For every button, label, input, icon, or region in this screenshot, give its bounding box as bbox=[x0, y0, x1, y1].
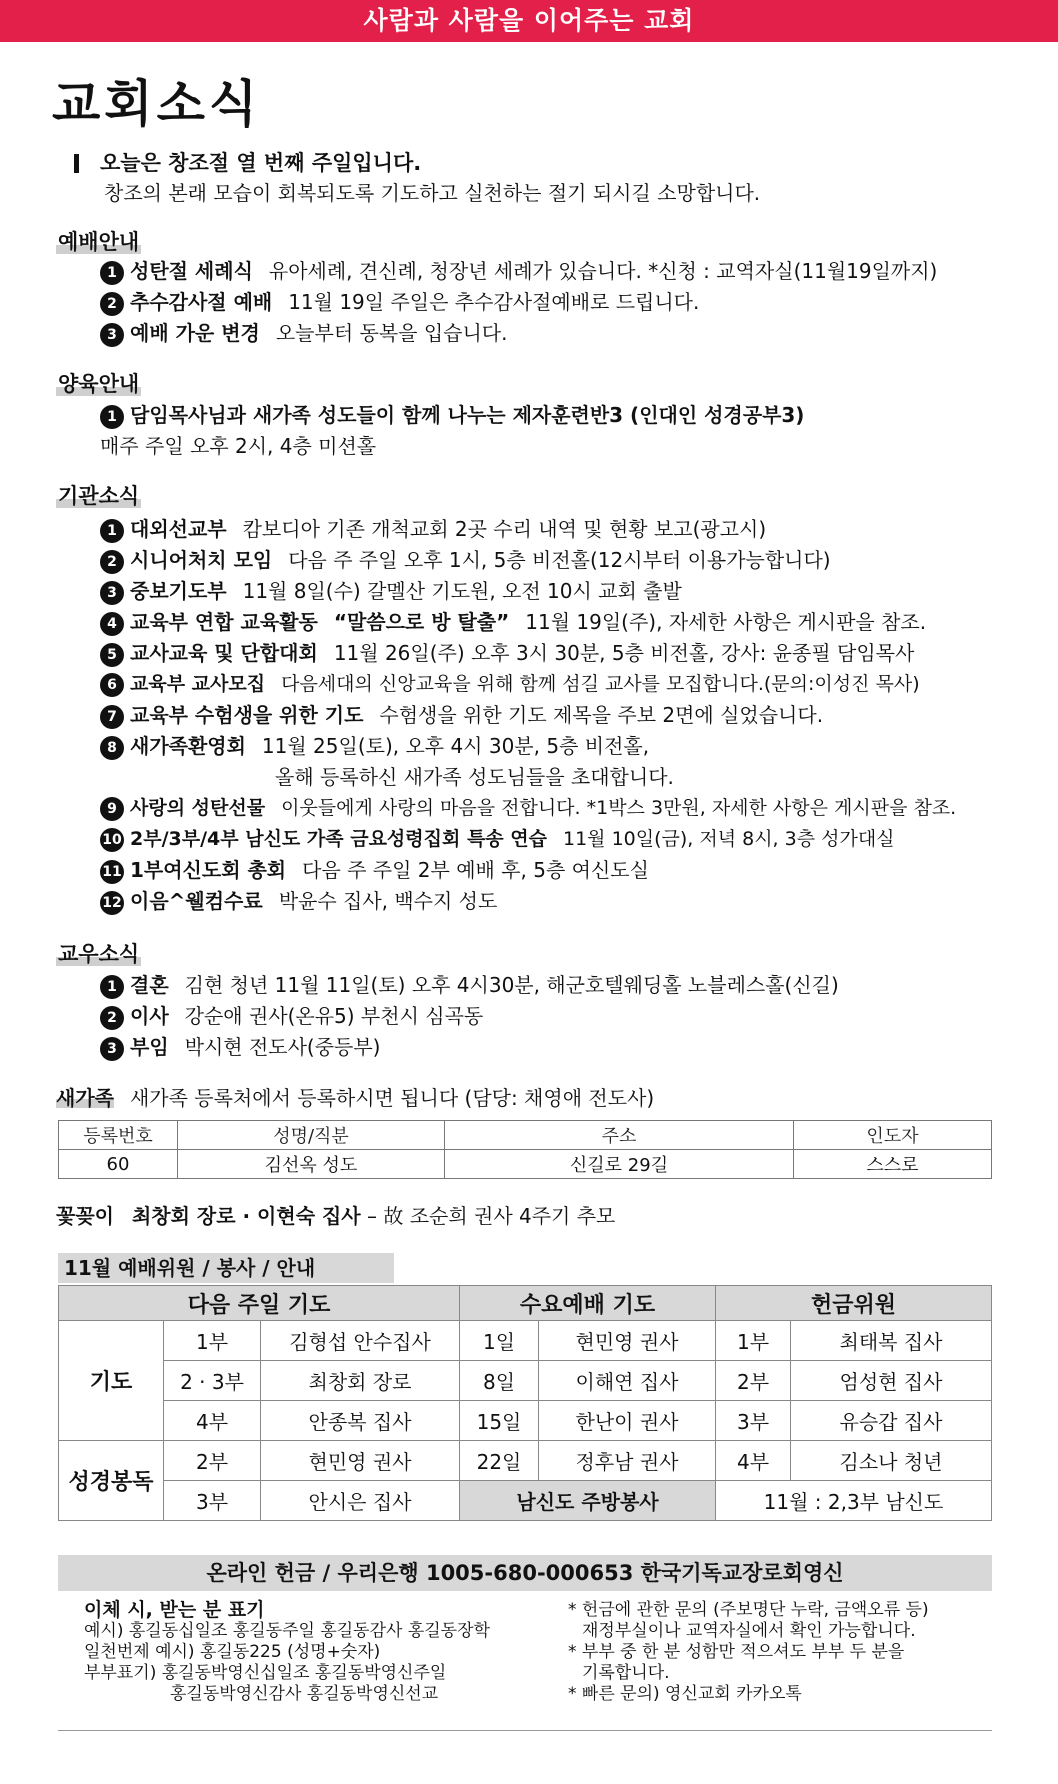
number-badge-icon: 1 bbox=[100, 975, 124, 999]
number-badge-icon: 2 bbox=[100, 292, 124, 316]
schedule-header: 헌금위원 bbox=[716, 1286, 992, 1321]
number-badge-icon: 2 bbox=[100, 550, 124, 574]
table-cell: 4부 bbox=[164, 1401, 261, 1441]
schedule-header: 수요예배 기도 bbox=[460, 1286, 716, 1321]
table-cell: 1부 bbox=[164, 1321, 261, 1361]
item-head: 이사 bbox=[130, 1004, 169, 1028]
table-cell: 3부 bbox=[716, 1401, 791, 1441]
transfer-line: 일천번제 예시) 홍길동225 (성명+숫자) bbox=[84, 1642, 381, 1662]
intro-bar bbox=[74, 154, 79, 173]
table-cell: 2 · 3부 bbox=[164, 1361, 261, 1401]
transfer-line: 예시) 홍길동십일조 홍길동주일 홍길동감사 홍길동장학 bbox=[84, 1621, 490, 1641]
table-cell: 최창회 장로 bbox=[261, 1361, 460, 1401]
worship-label: 예배안내 bbox=[58, 230, 140, 254]
prayer-label: 기도 bbox=[59, 1321, 164, 1441]
note-line: * 빠른 문의) 영신교회 카카오톡 bbox=[568, 1684, 802, 1704]
worship-item-1 bbox=[100, 256, 1030, 287]
table-cell: 15일 bbox=[460, 1401, 539, 1441]
table-row bbox=[59, 1401, 992, 1441]
item-head: 부임 bbox=[130, 1035, 169, 1059]
number-badge-icon: 9 bbox=[100, 797, 124, 821]
worship-item-2 bbox=[100, 287, 1030, 318]
number-badge-icon: 1 bbox=[100, 519, 124, 543]
item-text: 11월 10일(금), 저녁 8시, 3층 성가대실 bbox=[563, 828, 895, 850]
nurture-item-1 bbox=[100, 400, 1030, 431]
number-badge-icon: 1 bbox=[100, 405, 124, 429]
table-row bbox=[59, 1150, 992, 1179]
item-text: 이웃들에게 사랑의 마음을 전합니다. *1박스 3만원, 자세한 사항은 게시판을 참조. bbox=[281, 797, 957, 819]
table-cell: 1일 bbox=[460, 1321, 539, 1361]
item-text: 11월 19일 주일은 추수감사절예배로 드립니다. bbox=[288, 290, 700, 314]
item-head: 이음^웰컴수료 bbox=[130, 889, 263, 913]
number-badge-icon: 3 bbox=[100, 581, 124, 605]
item-text: 캄보디아 기존 개척교회 2곳 수리 내역 및 현황 보고(광고시) bbox=[242, 517, 767, 541]
item-text: 박시현 전도사(중등부) bbox=[184, 1035, 381, 1059]
table-cell: 신길로 29길 bbox=[445, 1150, 794, 1179]
item-head: 결혼 bbox=[130, 973, 169, 997]
members-label: 교우소식 bbox=[58, 942, 140, 966]
table-cell: 22일 bbox=[460, 1441, 539, 1481]
transfer-title: 이체 시, 받는 분 표기 bbox=[84, 1599, 265, 1621]
number-badge-icon: 10 bbox=[100, 828, 124, 852]
flowers-line bbox=[56, 1200, 615, 1229]
table-cell: 현민영 권사 bbox=[261, 1441, 460, 1481]
item-quote: “말씀으로 방 탈출” bbox=[333, 610, 510, 634]
table-cell: 김형섭 안수집사 bbox=[261, 1321, 460, 1361]
table-cell: 8일 bbox=[460, 1361, 539, 1401]
item-head: 교육부 교사모집 bbox=[130, 673, 266, 695]
item-text: 11월 26일(주) 오후 3시 30분, 5층 비전홀, 강사: 윤종필 담임목사 bbox=[333, 641, 915, 665]
org-item-11 bbox=[100, 855, 1030, 886]
org-item-2 bbox=[100, 545, 1030, 576]
table-row bbox=[59, 1481, 992, 1521]
item-text: 다음세대의 신앙교육을 위해 함께 섬길 교사를 모집합니다.(문의:이성진 목사) bbox=[281, 673, 920, 695]
org-item-7 bbox=[100, 700, 1030, 731]
org-item-3 bbox=[100, 576, 1030, 607]
number-badge-icon: 12 bbox=[100, 891, 124, 915]
number-badge-icon: 1 bbox=[100, 261, 124, 285]
table-cell: 엄성현 집사 bbox=[791, 1361, 992, 1401]
nurture-list bbox=[100, 400, 1030, 462]
intro-line-2: 창조의 본래 모습이 회복되도록 기도하고 실천하는 절기 되시길 소망합니다. bbox=[104, 181, 761, 205]
table-header: 성명/직분 bbox=[178, 1121, 445, 1150]
members-item-1 bbox=[100, 970, 1030, 1001]
table-cell: 4부 bbox=[716, 1441, 791, 1481]
table-cell: 한난이 권사 bbox=[539, 1401, 716, 1441]
number-badge-icon: 11 bbox=[100, 860, 124, 884]
number-badge-icon: 5 bbox=[100, 643, 124, 667]
item-head: 교육부 연합 교육활동 bbox=[130, 610, 318, 634]
org-item-9 bbox=[100, 793, 1030, 824]
table-header-row bbox=[59, 1121, 992, 1150]
org-label: 기관소식 bbox=[58, 484, 140, 508]
item-text: 오늘부터 동복을 입습니다. bbox=[275, 321, 508, 345]
number-badge-icon: 8 bbox=[100, 736, 124, 760]
online-offering-bar: 온라인 헌금 / 우리은행 1005-680-000653 한국기독교장로회영신 bbox=[58, 1555, 992, 1591]
table-cell: 김소나 청년 bbox=[791, 1441, 992, 1481]
item-head: 추수감사절 예배 bbox=[130, 290, 273, 314]
table-cell: 최태복 집사 bbox=[791, 1321, 992, 1361]
item-head: 담임목사님과 새가족 성도들이 함께 나누는 제자훈련반3 (인대인 성경공부3) bbox=[130, 403, 805, 427]
org-item-6 bbox=[100, 669, 1030, 700]
kitchen-label: 남신도 주방봉사 bbox=[460, 1481, 716, 1521]
table-cell: 2부 bbox=[164, 1441, 261, 1481]
item-head: 새가족환영회 bbox=[130, 734, 246, 758]
org-item-8-cont: 올해 등록하신 새가족 성도님들을 초대합니다. bbox=[275, 765, 674, 789]
item-text: 김현 청년 11월 11일(토) 오후 4시30분, 해군호텔웨딩홀 노블레스홀(신길) bbox=[184, 973, 839, 997]
table-cell: 1부 bbox=[716, 1321, 791, 1361]
bottom-divider bbox=[58, 1730, 992, 1731]
item-head: 성탄절 세례식 bbox=[130, 259, 253, 283]
table-header: 주소 bbox=[445, 1121, 794, 1150]
table-cell: 3부 bbox=[164, 1481, 261, 1521]
org-item-8 bbox=[100, 731, 1030, 762]
transfer-line: 부부표기) 홍길동박영신십일조 홍길동박영신주일 bbox=[84, 1663, 447, 1683]
item-text: 11월 8일(수) 갈멜산 기도원, 오전 10시 교회 출발 bbox=[242, 579, 682, 603]
schedule-header: 다음 주일 기도 bbox=[59, 1286, 460, 1321]
number-badge-icon: 3 bbox=[100, 323, 124, 347]
table-cell: 60 bbox=[59, 1150, 178, 1179]
intro-line-1: 오늘은 창조절 열 번째 주일입니다. bbox=[100, 151, 422, 175]
transfer-line: 홍길동박영신감사 홍길동박영신선교 bbox=[170, 1684, 439, 1704]
table-cell: 스스로 bbox=[794, 1150, 992, 1179]
number-badge-icon: 6 bbox=[100, 673, 124, 697]
schedule-header-row bbox=[59, 1286, 992, 1321]
note-line: 기록합니다. bbox=[582, 1663, 670, 1683]
bible-reading-label: 성경봉독 bbox=[59, 1441, 164, 1521]
item-text: 11월 25일(토), 오후 4시 30분, 5층 비전홀, bbox=[261, 734, 650, 758]
flowers-names: 최창회 장로 · 이현숙 집사 bbox=[131, 1204, 361, 1228]
flowers-text: – 故 조순희 권사 4주기 추모 bbox=[366, 1204, 616, 1228]
newfamily-table bbox=[58, 1120, 992, 1179]
members-list bbox=[100, 970, 1030, 1063]
org-item-5 bbox=[100, 638, 1030, 669]
table-cell: 유승갑 집사 bbox=[791, 1401, 992, 1441]
item-text: 유아세례, 견신례, 청장년 세례가 있습니다. *신청 : 교역자실(11월19일까지) bbox=[268, 259, 938, 283]
number-badge-icon: 4 bbox=[100, 612, 124, 636]
table-cell: 이해연 집사 bbox=[539, 1361, 716, 1401]
table-row bbox=[59, 1441, 992, 1481]
org-item-4 bbox=[100, 607, 1030, 638]
number-badge-icon: 7 bbox=[100, 705, 124, 729]
offering-notes bbox=[568, 1600, 998, 1705]
intro-block bbox=[74, 148, 1034, 208]
worship-item-3 bbox=[100, 318, 1030, 349]
note-line: * 부부 중 한 분 성함만 적으셔도 부부 두 분을 bbox=[568, 1642, 905, 1662]
table-header: 인도자 bbox=[794, 1121, 992, 1150]
transfer-guide bbox=[84, 1600, 554, 1705]
note-line: 재정부실이나 교역자실에서 확인 가능합니다. bbox=[582, 1621, 916, 1641]
item-head: 대외선교부 bbox=[130, 517, 227, 541]
table-row bbox=[59, 1321, 992, 1361]
members-item-2 bbox=[100, 1001, 1030, 1032]
org-item-10 bbox=[100, 824, 1030, 855]
table-cell: 2부 bbox=[716, 1361, 791, 1401]
newfamily-header bbox=[56, 1084, 654, 1112]
item-head: 중보기도부 bbox=[130, 579, 227, 603]
item-text: 수험생을 위한 기도 제목을 주보 2면에 실었습니다. bbox=[379, 703, 824, 727]
item-head: 시니어처치 모임 bbox=[130, 548, 273, 572]
table-cell: 김선옥 성도 bbox=[178, 1150, 445, 1179]
members-item-3 bbox=[100, 1032, 1030, 1063]
item-text: 11월 19일(주), 자세한 사항은 게시판을 참조. bbox=[525, 610, 927, 634]
item-text: 박윤수 집사, 백수지 성도 bbox=[278, 889, 498, 913]
table-header: 등록번호 bbox=[59, 1121, 178, 1150]
table-cell: 정후남 권사 bbox=[539, 1441, 716, 1481]
item-head: 교육부 수험생을 위한 기도 bbox=[130, 703, 364, 727]
item-text: 강순애 권사(온유5) 부천시 심곡동 bbox=[184, 1004, 484, 1028]
table-row bbox=[59, 1361, 992, 1401]
item-head: 예배 가운 변경 bbox=[130, 321, 260, 345]
org-item-12 bbox=[100, 886, 1030, 917]
item-head: 교사교육 및 단합대회 bbox=[130, 641, 318, 665]
worship-list bbox=[100, 256, 1030, 349]
item-text: 다음 주 주일 오후 1시, 5층 비전홀(12시부터 이용가능합니다) bbox=[288, 548, 831, 572]
table-cell: 안종복 집사 bbox=[261, 1401, 460, 1441]
nurture-label: 양육안내 bbox=[58, 372, 140, 396]
schedule-title: 11월 예배위원 / 봉사 / 안내 bbox=[58, 1253, 394, 1283]
table-cell: 현민영 권사 bbox=[539, 1321, 716, 1361]
item-head: 사랑의 성탄선물 bbox=[130, 797, 266, 819]
newfamily-label: 새가족 bbox=[56, 1086, 114, 1110]
number-badge-icon: 3 bbox=[100, 1037, 124, 1061]
note-line: * 헌금에 관한 문의 (주보명단 누락, 금액오류 등) bbox=[568, 1600, 929, 1620]
item-head: 2부/3부/4부 남신도 가족 금요성령집회 특송 연습 bbox=[130, 828, 547, 850]
kitchen-value: 11월 : 2,3부 남신도 bbox=[716, 1481, 992, 1521]
page-title: 교회소식 bbox=[52, 75, 262, 133]
item-text: 다음 주 주일 2부 예배 후, 5층 여신도실 bbox=[302, 858, 649, 882]
number-badge-icon: 2 bbox=[100, 1006, 124, 1030]
flowers-label: 꽃꽂이 bbox=[56, 1204, 114, 1228]
schedule-table bbox=[58, 1285, 992, 1521]
newfamily-text: 새가족 등록처에서 등록하시면 됩니다 (담당: 채영애 전도사) bbox=[129, 1086, 655, 1110]
nurture-item-1-sub: 매주 주일 오후 2시, 4층 미션홀 bbox=[100, 434, 377, 458]
org-list bbox=[100, 514, 1030, 917]
item-head: 1부여신도회 총회 bbox=[130, 858, 287, 882]
top-banner: 사람과 사람을 이어주는 교회 bbox=[0, 0, 1058, 42]
org-item-1 bbox=[100, 514, 1030, 545]
table-cell: 안시은 집사 bbox=[261, 1481, 460, 1521]
